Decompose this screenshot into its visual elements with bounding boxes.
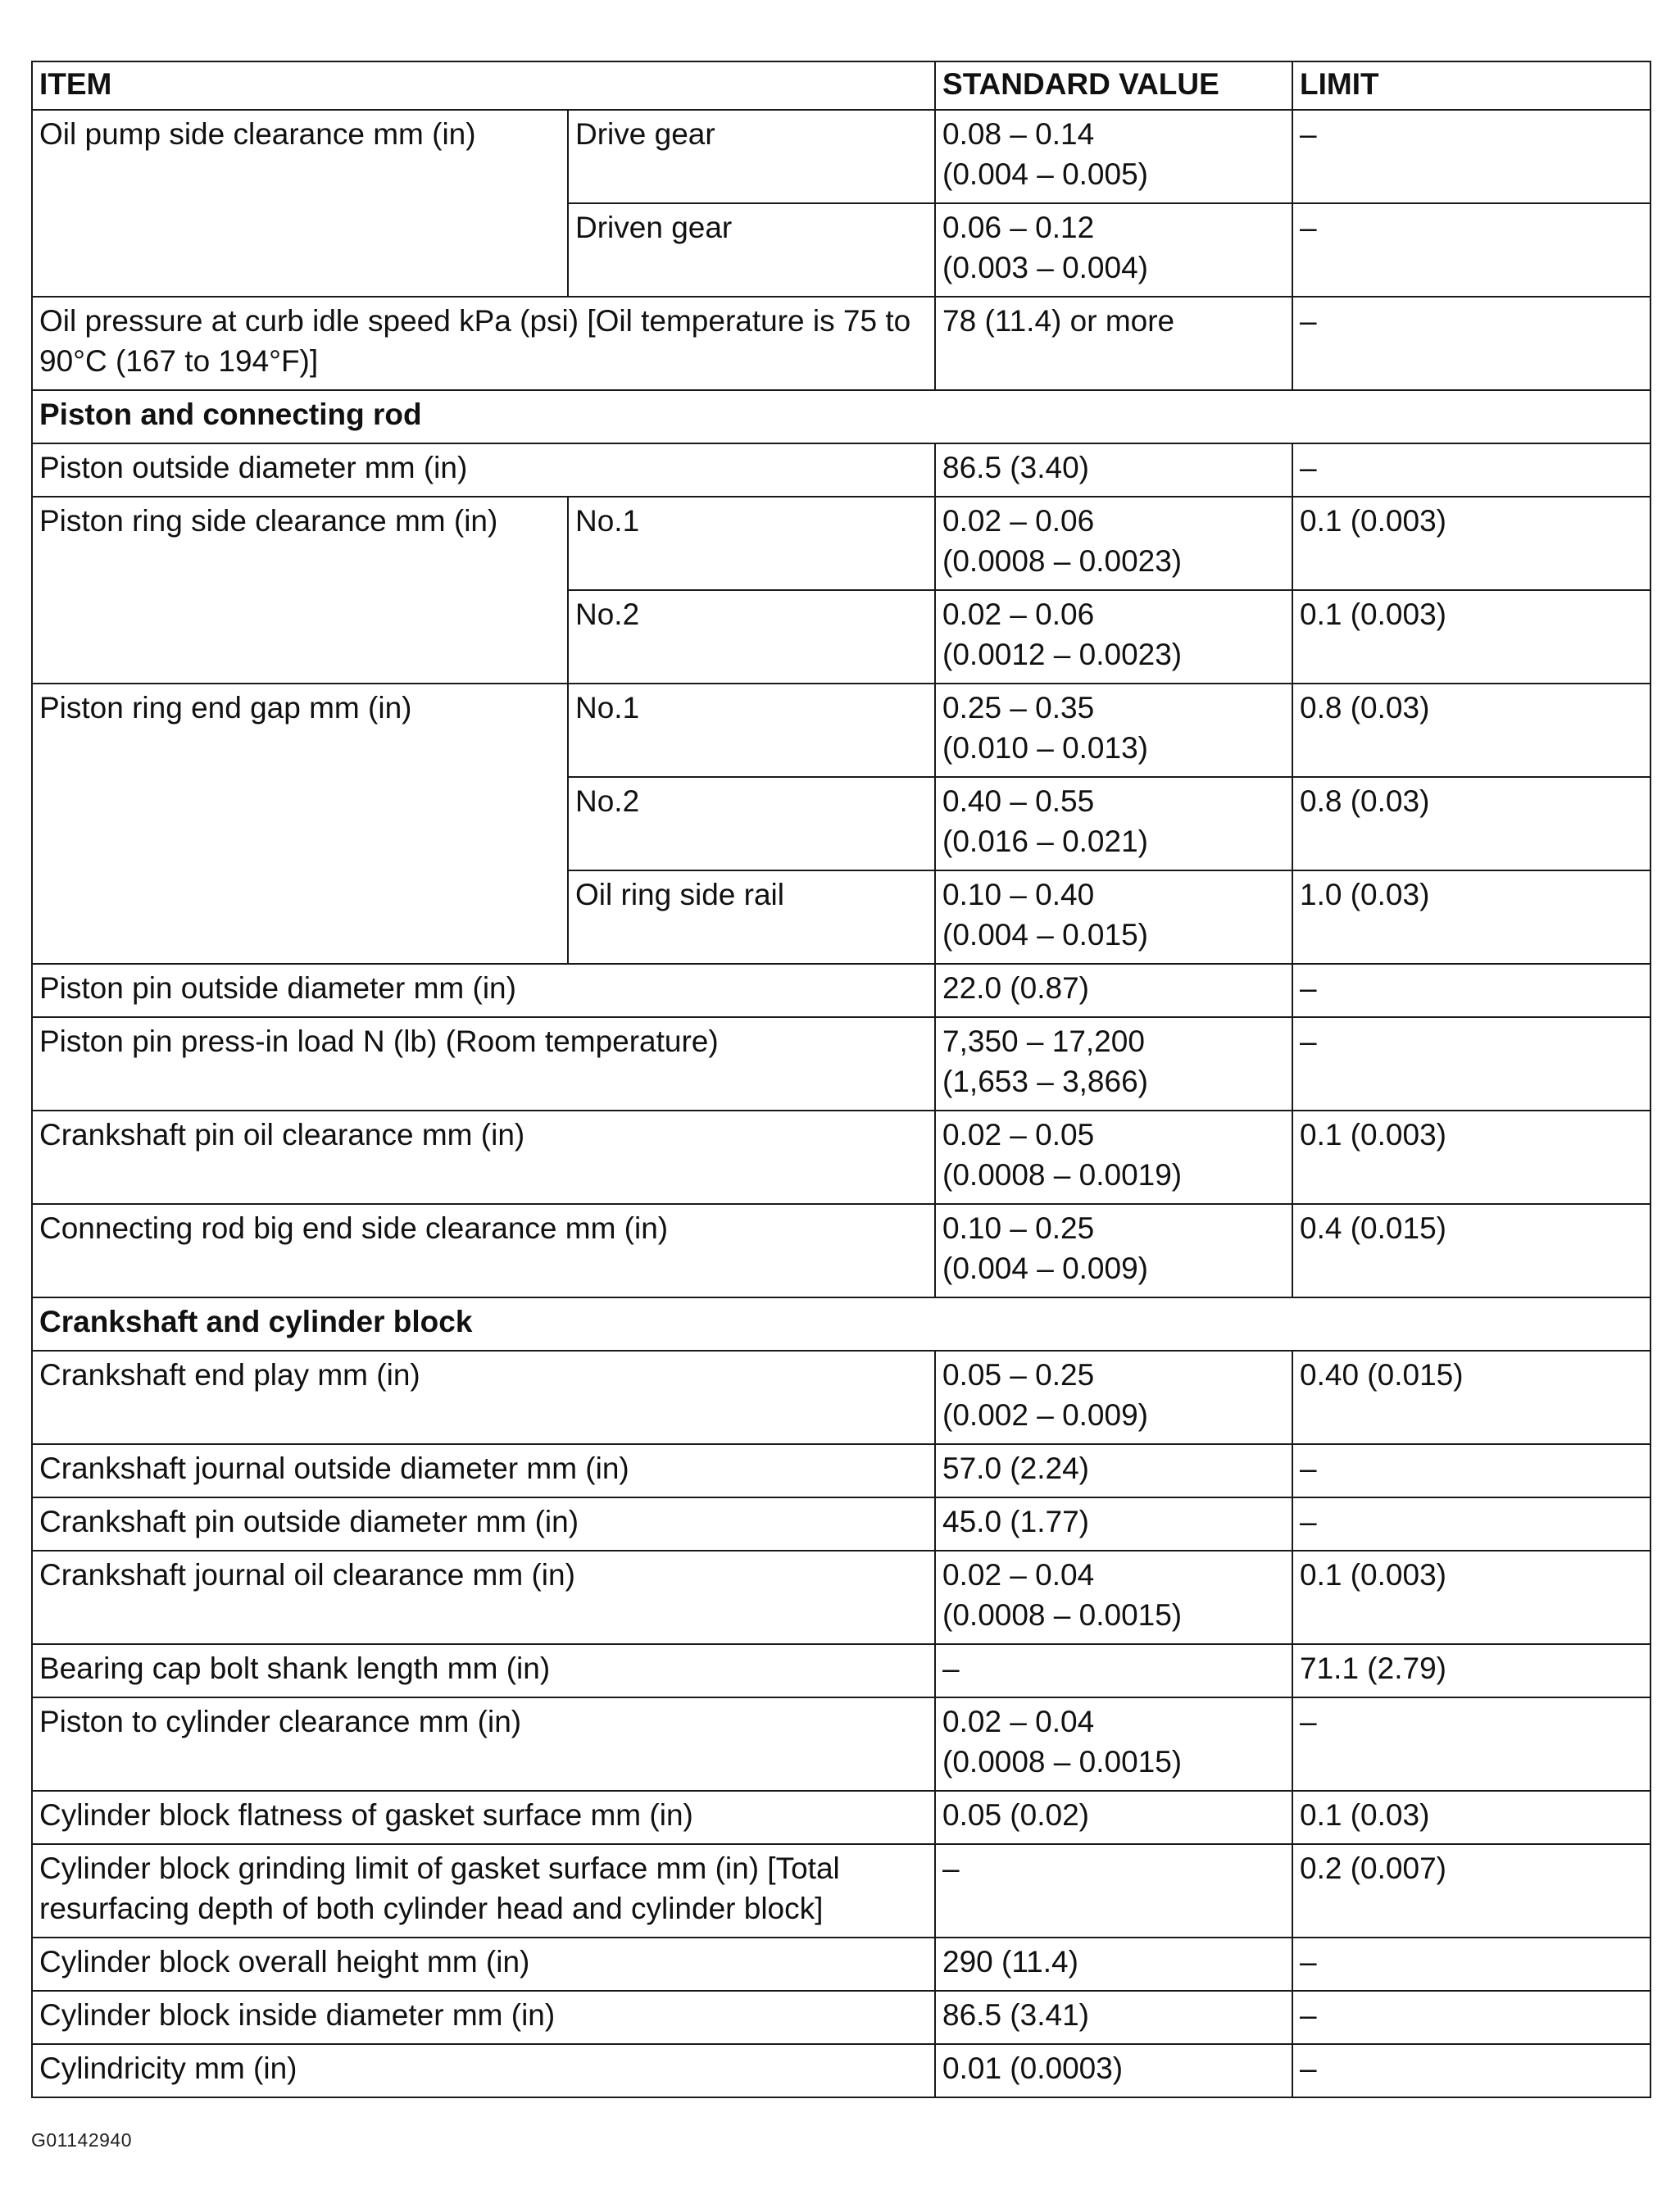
limit-cell-line: – bbox=[1300, 1452, 1317, 1485]
sub-item-cell-text: Driven gear bbox=[575, 211, 733, 244]
item-cell-text: Oil pump side clearance mm (in) bbox=[39, 117, 476, 151]
limit-cell-line: 0.1 (0.003) bbox=[1300, 1558, 1446, 1592]
limit-cell-line: 0.4 (0.015) bbox=[1300, 1211, 1446, 1245]
standard-value-cell bbox=[935, 2044, 1292, 2097]
section-row bbox=[32, 390, 1650, 443]
item-cell bbox=[32, 684, 568, 964]
limit-cell bbox=[1292, 1017, 1650, 1111]
standard-value-cell-line: – bbox=[942, 1651, 960, 1685]
item-cell-text: Cylindricity mm (in) bbox=[39, 2051, 297, 2085]
limit-cell bbox=[1292, 497, 1650, 590]
item-cell-text: Crankshaft journal outside diameter mm (in) bbox=[39, 1452, 629, 1485]
standard-value-cell bbox=[935, 1791, 1292, 1844]
standard-value-cell-line: – bbox=[942, 1851, 960, 1885]
standard-value-cell-line: (0.0008 – 0.0015) bbox=[942, 1598, 1183, 1632]
item-cell-text: Piston ring end gap mm (in) bbox=[39, 691, 412, 725]
table-row bbox=[32, 684, 1650, 777]
standard-value-cell bbox=[935, 1111, 1292, 1204]
item-cell bbox=[32, 110, 568, 297]
item-cell bbox=[32, 297, 935, 390]
table-row bbox=[32, 1991, 1650, 2044]
limit-cell bbox=[1292, 1351, 1650, 1444]
standard-value-cell bbox=[935, 777, 1292, 870]
limit-cell bbox=[1292, 964, 1650, 1017]
limit-cell bbox=[1292, 1551, 1650, 1644]
standard-value-cell bbox=[935, 1017, 1292, 1111]
standard-value-cell bbox=[935, 1697, 1292, 1791]
figure-id-caption: G01142940 bbox=[31, 2129, 133, 2151]
item-cell bbox=[32, 2044, 935, 2097]
standard-value-cell-line: 45.0 (1.77) bbox=[942, 1505, 1089, 1538]
limit-cell bbox=[1292, 1644, 1650, 1697]
limit-cell bbox=[1292, 590, 1650, 684]
sub-item-cell-text: Oil ring side rail bbox=[575, 878, 784, 911]
standard-value-cell-line: 0.02 – 0.06 bbox=[942, 597, 1095, 631]
limit-cell-line: – bbox=[1300, 117, 1317, 151]
limit-cell-line: – bbox=[1300, 211, 1317, 244]
standard-value-cell-line: 0.40 – 0.55 bbox=[942, 784, 1095, 818]
standard-value-cell-line: 0.05 – 0.25 bbox=[942, 1358, 1095, 1392]
specifications-table bbox=[31, 61, 1651, 2098]
item-cell bbox=[32, 1017, 935, 1111]
item-cell-text: Cylinder block inside diameter mm (in) bbox=[39, 1998, 556, 2032]
limit-cell bbox=[1292, 777, 1650, 870]
standard-value-cell bbox=[935, 1644, 1292, 1697]
item-cell-text: Oil pressure at curb idle speed kPa (psi) [Oil temperature is 75 to 90°C (167 to 194°F)] bbox=[39, 304, 911, 378]
header-item: ITEM bbox=[32, 61, 935, 110]
standard-value-cell-line: (0.002 – 0.009) bbox=[942, 1398, 1148, 1432]
sub-item-cell bbox=[568, 497, 935, 590]
table-row bbox=[32, 1551, 1650, 1644]
limit-cell bbox=[1292, 110, 1650, 203]
sub-item-cell-text: No.2 bbox=[575, 784, 640, 818]
limit-cell-line: 0.1 (0.003) bbox=[1300, 1118, 1446, 1152]
limit-cell bbox=[1292, 1791, 1650, 1844]
item-cell bbox=[32, 1697, 935, 1791]
standard-value-cell-line: (0.004 – 0.009) bbox=[942, 1252, 1148, 1285]
table-row bbox=[32, 1111, 1650, 1204]
limit-cell-line: – bbox=[1300, 971, 1317, 1005]
standard-value-cell bbox=[935, 1444, 1292, 1497]
table-row bbox=[32, 1017, 1650, 1111]
sub-item-cell bbox=[568, 590, 935, 684]
standard-value-cell-line: (0.003 – 0.004) bbox=[942, 251, 1148, 284]
limit-cell bbox=[1292, 1938, 1650, 1991]
standard-value-cell bbox=[935, 1844, 1292, 1938]
table-row bbox=[32, 497, 1650, 590]
item-cell-text: Piston ring side clearance mm (in) bbox=[39, 504, 498, 538]
standard-value-cell bbox=[935, 297, 1292, 390]
standard-value-cell-line: 0.01 (0.0003) bbox=[942, 2051, 1124, 2085]
standard-value-cell bbox=[935, 684, 1292, 777]
standard-value-cell bbox=[935, 1551, 1292, 1644]
item-cell-text: Piston pin outside diameter mm (in) bbox=[39, 971, 516, 1005]
limit-cell-line: – bbox=[1300, 1998, 1317, 2032]
standard-value-cell bbox=[935, 110, 1292, 203]
sub-item-cell bbox=[568, 870, 935, 964]
table-row bbox=[32, 1644, 1650, 1697]
standard-value-cell-line: 0.02 – 0.05 bbox=[942, 1118, 1095, 1152]
limit-cell bbox=[1292, 443, 1650, 497]
standard-value-cell-line: (0.0012 – 0.0023) bbox=[942, 638, 1183, 671]
item-cell bbox=[32, 1551, 935, 1644]
item-cell bbox=[32, 1111, 935, 1204]
limit-cell-line: 0.1 (0.003) bbox=[1300, 504, 1446, 538]
standard-value-cell-line: (0.0008 – 0.0019) bbox=[942, 1158, 1183, 1192]
item-cell bbox=[32, 443, 935, 497]
header-standard-value: STANDARD VALUE bbox=[935, 61, 1292, 110]
limit-cell-line: – bbox=[1300, 1505, 1317, 1538]
item-cell-text: Connecting rod big end side clearance mm (in) bbox=[39, 1211, 669, 1245]
table-row bbox=[32, 297, 1650, 390]
sub-item-cell-text: No.2 bbox=[575, 597, 640, 631]
table-row bbox=[32, 443, 1650, 497]
table-row bbox=[32, 1204, 1650, 1297]
table-row bbox=[32, 1697, 1650, 1791]
limit-cell bbox=[1292, 1497, 1650, 1551]
sub-item-cell bbox=[568, 110, 935, 203]
item-cell-text: Bearing cap bolt shank length mm (in) bbox=[39, 1651, 551, 1685]
sub-item-cell bbox=[568, 684, 935, 777]
table-row bbox=[32, 1844, 1650, 1938]
item-cell-text: Piston outside diameter mm (in) bbox=[39, 451, 468, 484]
sub-item-cell-text: No.1 bbox=[575, 691, 640, 725]
standard-value-cell-line: 0.02 – 0.06 bbox=[942, 504, 1095, 538]
sub-item-cell bbox=[568, 203, 935, 297]
table-row bbox=[32, 1938, 1650, 1991]
standard-value-cell bbox=[935, 1938, 1292, 1991]
standard-value-cell-line: 0.25 – 0.35 bbox=[942, 691, 1095, 725]
standard-value-cell-line: 86.5 (3.40) bbox=[942, 451, 1089, 484]
item-cell-text: Piston to cylinder clearance mm (in) bbox=[39, 1705, 522, 1738]
section-row bbox=[32, 1297, 1650, 1351]
limit-cell-line: – bbox=[1300, 2051, 1317, 2085]
standard-value-cell bbox=[935, 443, 1292, 497]
limit-cell-line: – bbox=[1300, 451, 1317, 484]
table-row bbox=[32, 1791, 1650, 1844]
standard-value-cell-line: 86.5 (3.41) bbox=[942, 1998, 1089, 2032]
standard-value-cell-line: (1,653 – 3,866) bbox=[942, 1065, 1148, 1098]
table-row bbox=[32, 964, 1650, 1017]
standard-value-cell bbox=[935, 1991, 1292, 2044]
standard-value-cell-line: 290 (11.4) bbox=[942, 1945, 1078, 1979]
table-row bbox=[32, 1497, 1650, 1551]
item-cell bbox=[32, 1644, 935, 1697]
standard-value-cell-line: (0.010 – 0.013) bbox=[942, 731, 1148, 765]
limit-cell-line: 0.40 (0.015) bbox=[1300, 1358, 1464, 1392]
standard-value-cell bbox=[935, 497, 1292, 590]
section-title: Crankshaft and cylinder block bbox=[32, 1297, 1650, 1351]
standard-value-cell-line: 0.02 – 0.04 bbox=[942, 1705, 1095, 1738]
standard-value-cell-line: (0.004 – 0.005) bbox=[942, 157, 1148, 191]
table-row bbox=[32, 2044, 1650, 2097]
item-cell bbox=[32, 1204, 935, 1297]
limit-cell bbox=[1292, 1444, 1650, 1497]
sub-item-cell bbox=[568, 777, 935, 870]
standard-value-cell-line: 0.06 – 0.12 bbox=[942, 211, 1095, 244]
standard-value-cell-line: 22.0 (0.87) bbox=[942, 971, 1089, 1005]
item-cell bbox=[32, 1938, 935, 1991]
item-cell-text: Crankshaft pin oil clearance mm (in) bbox=[39, 1118, 525, 1152]
limit-cell bbox=[1292, 1204, 1650, 1297]
item-cell bbox=[32, 497, 568, 684]
item-cell bbox=[32, 1791, 935, 1844]
standard-value-cell-line: 78 (11.4) or more bbox=[942, 304, 1175, 338]
section-title: Piston and connecting rod bbox=[32, 390, 1650, 443]
standard-value-cell-line: 0.10 – 0.25 bbox=[942, 1211, 1095, 1245]
limit-cell-line: 1.0 (0.03) bbox=[1300, 878, 1430, 911]
standard-value-cell bbox=[935, 1204, 1292, 1297]
standard-value-cell-line: 0.02 – 0.04 bbox=[942, 1558, 1095, 1592]
item-cell-text: Crankshaft pin outside diameter mm (in) bbox=[39, 1505, 579, 1538]
item-cell-text: Cylinder block overall height mm (in) bbox=[39, 1945, 530, 1979]
header-row bbox=[32, 61, 1650, 110]
item-cell bbox=[32, 1991, 935, 2044]
standard-value-cell bbox=[935, 964, 1292, 1017]
item-cell-text: Crankshaft end play mm (in) bbox=[39, 1358, 420, 1392]
limit-cell-line: – bbox=[1300, 1705, 1317, 1738]
standard-value-cell-line: (0.016 – 0.021) bbox=[942, 825, 1148, 858]
header-limit: LIMIT bbox=[1292, 61, 1650, 110]
table-row bbox=[32, 1444, 1650, 1497]
standard-value-cell-line: 0.08 – 0.14 bbox=[942, 117, 1095, 151]
standard-value-cell-line: (0.004 – 0.015) bbox=[942, 918, 1148, 952]
item-cell bbox=[32, 1351, 935, 1444]
table-row bbox=[32, 110, 1650, 203]
item-cell-text: Crankshaft journal oil clearance mm (in) bbox=[39, 1558, 575, 1592]
limit-cell-line: 0.1 (0.003) bbox=[1300, 597, 1446, 631]
standard-value-cell-line: (0.0008 – 0.0023) bbox=[942, 544, 1183, 578]
standard-value-cell-line: 0.05 (0.02) bbox=[942, 1798, 1089, 1832]
table-body bbox=[32, 110, 1650, 2097]
standard-value-cell bbox=[935, 1497, 1292, 1551]
limit-cell bbox=[1292, 297, 1650, 390]
limit-cell-line: – bbox=[1300, 1024, 1317, 1058]
limit-cell-line: – bbox=[1300, 304, 1317, 338]
item-cell-text: Cylinder block flatness of gasket surface mm (in) bbox=[39, 1798, 693, 1832]
limit-cell bbox=[1292, 684, 1650, 777]
item-cell bbox=[32, 1844, 935, 1938]
limit-cell bbox=[1292, 203, 1650, 297]
limit-cell bbox=[1292, 1991, 1650, 2044]
limit-cell-line: – bbox=[1300, 1945, 1317, 1979]
limit-cell-line: 71.1 (2.79) bbox=[1300, 1651, 1446, 1685]
limit-cell bbox=[1292, 2044, 1650, 2097]
item-cell-text: Cylinder block grinding limit of gasket surface mm (in) [Total resurfacing depth of both cylinder head and cylinder block] bbox=[39, 1851, 840, 1925]
limit-cell-line: 0.2 (0.007) bbox=[1300, 1851, 1446, 1885]
sub-item-cell-text: Drive gear bbox=[575, 117, 715, 151]
standard-value-cell bbox=[935, 203, 1292, 297]
standard-value-cell-line: 0.10 – 0.40 bbox=[942, 878, 1095, 911]
limit-cell-line: 0.8 (0.03) bbox=[1300, 691, 1430, 725]
limit-cell-line: 0.1 (0.03) bbox=[1300, 1798, 1430, 1832]
sub-item-cell-text: No.1 bbox=[575, 504, 640, 538]
standard-value-cell bbox=[935, 590, 1292, 684]
table-row bbox=[32, 1351, 1650, 1444]
standard-value-cell bbox=[935, 870, 1292, 964]
limit-cell bbox=[1292, 1697, 1650, 1791]
item-cell-text: Piston pin press-in load N (lb) (Room temperature) bbox=[39, 1024, 719, 1058]
limit-cell bbox=[1292, 1111, 1650, 1204]
item-cell bbox=[32, 1444, 935, 1497]
standard-value-cell bbox=[935, 1351, 1292, 1444]
standard-value-cell-line: 7,350 – 17,200 bbox=[942, 1024, 1145, 1058]
standard-value-cell-line: (0.0008 – 0.0015) bbox=[942, 1745, 1183, 1779]
limit-cell bbox=[1292, 1844, 1650, 1938]
limit-cell-line: 0.8 (0.03) bbox=[1300, 784, 1430, 818]
item-cell bbox=[32, 1497, 935, 1551]
limit-cell bbox=[1292, 870, 1650, 964]
standard-value-cell-line: 57.0 (2.24) bbox=[942, 1452, 1089, 1485]
item-cell bbox=[32, 964, 935, 1017]
